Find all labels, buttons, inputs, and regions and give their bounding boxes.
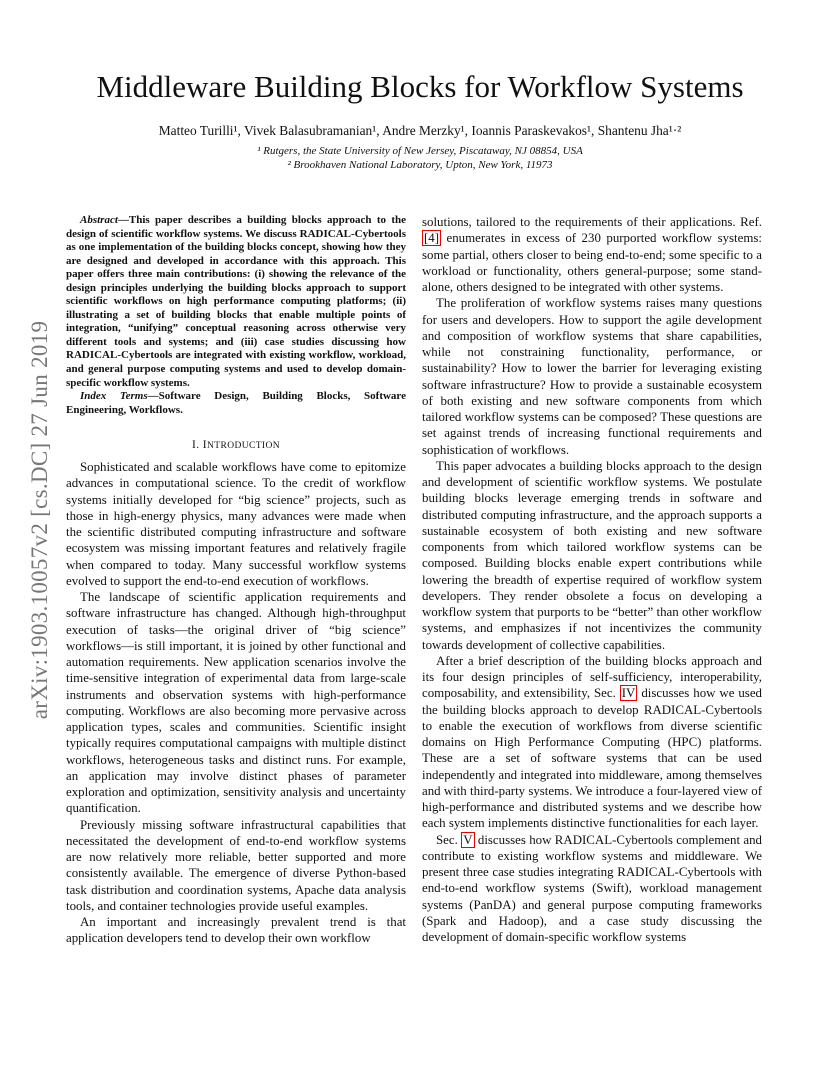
- citation-link[interactable]: [4]: [424, 231, 440, 246]
- index-terms-text: —Software Design, Building Blocks, Software Engineering, Workflows.: [66, 390, 406, 416]
- section-link-iv[interactable]: IV: [621, 686, 636, 701]
- intro-paragraph-1: Sophisticated and scalable workflows have come to epitomize advances in computational science. To the credit of workflow systems initially developed for “big science” projects, such as those in high-energy physics, many advances were made when the scientific distributed computing infrastructure and software ecosystem was missing important features and relatively fragile when compared to today. Many successful workflow systems evolved to support the end-to-end execution of workflows.: [66, 460, 406, 588]
- text-span: After a brief description of the building blocks approach and its four design principles of self-sufficiency, interoperability, composability, and extensibility, Sec.: [422, 653, 762, 701]
- affiliation-1: ¹ Rutgers, the State University of New Jersey, Piscataway, NJ 08854, USA: [257, 145, 583, 157]
- arxiv-identifier-text: arXiv:1903.10057v2 [cs.DC] 27 Jun 2019: [27, 320, 52, 720]
- text-span: solutions, tailored to the requirements of their applications. Ref.: [422, 215, 762, 229]
- text-span: Sec.: [436, 832, 462, 847]
- intro-paragraph-7: [422, 653, 762, 832]
- author-list: Matteo Turilli¹, Vivek Balasubramanian¹, Andre Merzky¹, Ioannis Paraskevakos¹, Shantenu Jha¹·²: [158, 123, 682, 138]
- abstract-text: —This paper describes a building blocks approach to the design of scientific workflow systems. We discuss RADICAL-Cybertools as one implementation of the building blocks concept, showing how they are designed and developed in accordance with this approach. This paper offers three main contributions: (i) showing the relevance of the design principles underlying the building blocks approach to support scientific workflows on high performance computing platforms; (ii) illustrating a set of building blocks that enable multiple points of integration, “unifying” conceptual reasoning across otherwise very different tools and systems; and (iii) case studies discussing how RADICAL-Cybertools are integrated with existing workflow, workload, and general purpose computing systems and used to develop domain-specific workflow systems.: [66, 214, 406, 389]
- intro-paragraph-5: The proliferation of workflow systems raises many questions for users and developers. How to support the agile development and composition of workflow systems that share capabilities, while not constraining functionality, performance, or sustainability? How to lower the barrier for leveraging existing software infrastructure? How to provide a sustainable ecosystem of both existing and new software components from which tailored workflow systems can be composed? These questions are set against trends of increasing functional requirements and sophistication of workflows.: [422, 296, 762, 457]
- arxiv-identifier: [20, 280, 60, 760]
- index-terms-lead: Index Terms: [80, 390, 148, 403]
- right-column: [422, 214, 762, 945]
- section-heading-introduction: [66, 439, 406, 451]
- left-column: [66, 214, 406, 947]
- abstract-lead: Abstract: [80, 214, 118, 226]
- section-title: NTRODUCTION: [207, 441, 281, 452]
- paper-title: Middleware Building Blocks for Workflow Systems: [96, 69, 744, 104]
- affiliation-2: ² Brookhaven National Laboratory, Upton, New York, 11973: [287, 159, 553, 171]
- abstract: [66, 214, 406, 390]
- intro-paragraph-8: [422, 832, 762, 946]
- intro-paragraph-4: An important and increasingly prevalent trend is that application developers tend to develop their own workflow: [66, 915, 406, 946]
- text-span: discusses how RADICAL-Cybertools complement and contribute to existing workflow systems and middleware. We present three case studies integrating RADICAL-Cybertools with end-to-end workflow systems (Swift), workload management systems (PanDA) and general purpose computing frameworks (Spark and Hadoop), and a case study discussing the development of domain-specific workflow systems: [422, 832, 762, 944]
- section-number: I. I: [191, 439, 207, 452]
- intro-paragraph-3: Previously missing software infrastructural capabilities that necessitated the development of end-to-end workflow systems are now relatively more reliable, better supported and more consistently available. The emergence of diverse Python-based task distribution and coordination systems, Apache data analysis tools, and container technologies provide useful examples.: [66, 817, 406, 913]
- intro-paragraph-2: The landscape of scientific application requirements and software infrastructure has changed. Although high-throughput execution of tasks—the original driver of “big science” workflows—is still important, it is joined by other functional and automation requirements. New application scenarios involve the time-sensitive integration of experimental data from large-scale instruments and observation systems with high-performance computing. Workflows are also becoming more pervasive across application types, scales and communities. Scientific insight typically requires computational campaigns with multiple distinct workflows, heterogeneous tasks and distinct runs. For example, an application may involve distinct phases of parameter exploration and optimization, sensitivity analysis and uncertainty quantification.: [66, 590, 406, 816]
- section-link-v[interactable]: V: [463, 832, 473, 847]
- intro-paragraph-6: This paper advocates a building blocks approach to the design and development of scientific workflow systems. We postulate building blocks leverage emerging trends in software and distributed computing infrastructure, and the approach supports a sustainable ecosystem of both existing and new software components from which tailored workflow systems can be composed. Building blocks enable expert contributions while lowering the breadth of expertise required of workflow system developers. They render obsolete a focus on developing a workflow system that purports to be “better” than other workflow systems, and emphasizes if not incentivizes the community towards development of collective capabilities.: [422, 458, 762, 652]
- index-terms: [66, 390, 406, 417]
- text-span: enumerates in excess of 230 purported workflow systems: some partial, others closer to being end-to-end; some specific to a workload or functionality, others general-purpose; some stand-alone, others designed to be integrated with other systems.: [422, 231, 762, 294]
- text-span: discusses how we used the building blocks approach to develop RADICAL-Cybertools to enable the execution of workflows from diverse scientific domains on High Performance Computing (HPC) platforms. These are a set of software systems that can be used independently and integrated into middleware, among themselves and with third-party systems. We introduce a four-layered view of high-performance and distributed systems and we describe how each system implements distinctive functionalities for each layer.: [422, 686, 762, 831]
- intro-paragraph-4-continued: [422, 214, 762, 295]
